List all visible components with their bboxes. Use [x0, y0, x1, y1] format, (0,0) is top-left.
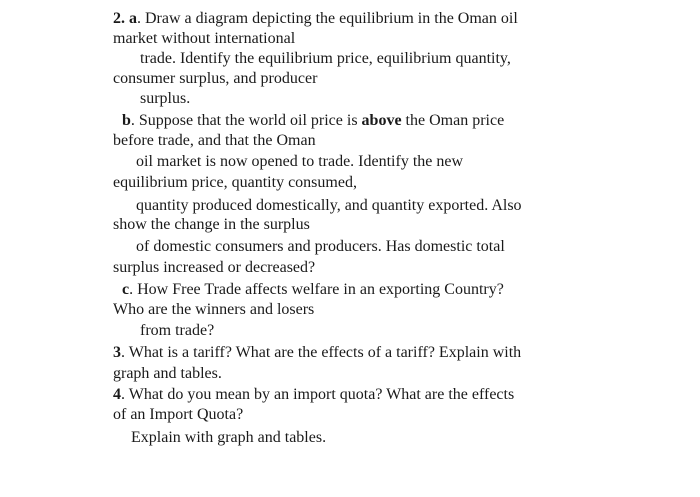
question-2a-line-3 [140, 49, 511, 69]
question-3-line-2 [113, 364, 222, 384]
question-2c-line-3 [140, 321, 214, 341]
text-run: the Oman price [401, 112, 505, 129]
text-run: show the change in the surplus [113, 216, 310, 233]
text-run: oil market is now opened to trade. Identify the new [136, 153, 464, 170]
part-label: a [129, 10, 137, 27]
text-run: . What do you mean by an import quota? What are the effects [121, 386, 515, 403]
question-2b-line-2 [113, 131, 316, 151]
text-run: quantity produced domestically, and quantity exported. Also [136, 197, 522, 214]
question-2b-line-5 [136, 196, 522, 216]
text-run: from trade? [140, 322, 215, 339]
text-run: surplus. [140, 90, 191, 107]
text-run: graph and tables. [113, 365, 222, 382]
question-4-line-3 [131, 428, 326, 448]
question-number: 2. [113, 10, 129, 27]
text-run: before trade, and that the Oman [113, 132, 316, 149]
part-label: c [122, 281, 130, 298]
question-2c-line-2 [113, 300, 314, 320]
text-run: market without international [113, 30, 296, 47]
text-run: of an Import Quota? [113, 406, 244, 423]
question-2a-line-2 [113, 29, 295, 49]
question-3-line-1 [113, 343, 521, 363]
question-2b-line-8 [113, 258, 315, 278]
question-4-line-1 [113, 385, 514, 405]
question-4-line-2 [113, 405, 243, 425]
text-run: of domestic consumers and producers. Has domestic total [136, 238, 505, 255]
text-run: equilibrium price, quantity consumed, [113, 174, 357, 191]
text-run: . What is a tariff? What are the effects of a tariff? Explain with [121, 344, 522, 361]
text-run: Explain with graph and tables. [131, 429, 327, 446]
text-run: Who are the winners and losers [113, 301, 315, 318]
question-2b-line-7 [136, 237, 505, 257]
question-2a-line-1 [113, 9, 518, 29]
question-2a-line-4 [113, 69, 317, 89]
question-2b-line-6 [113, 215, 310, 235]
text-run: . Draw a diagram depicting the equilibrium in the Oman oil [137, 10, 518, 27]
part-label: b [122, 112, 131, 129]
text-run: trade. Identify the equilibrium price, equilibrium quantity, [140, 50, 511, 67]
question-2b-line-1 [122, 111, 504, 131]
question-2b-line-4 [113, 173, 357, 193]
question-2c-line-1 [122, 280, 504, 300]
emphasis-text: above [361, 112, 402, 129]
question-number: 3 [113, 344, 121, 361]
question-2a-line-5 [140, 89, 190, 109]
text-run: consumer surplus, and producer [113, 70, 318, 87]
text-run: . How Free Trade affects welfare in an exporting Country? [129, 281, 504, 298]
text-run: . Suppose that the world oil price is [130, 112, 362, 129]
question-number: 4 [113, 386, 121, 403]
question-2b-line-3 [136, 152, 463, 172]
text-run: surplus increased or decreased? [113, 259, 316, 276]
